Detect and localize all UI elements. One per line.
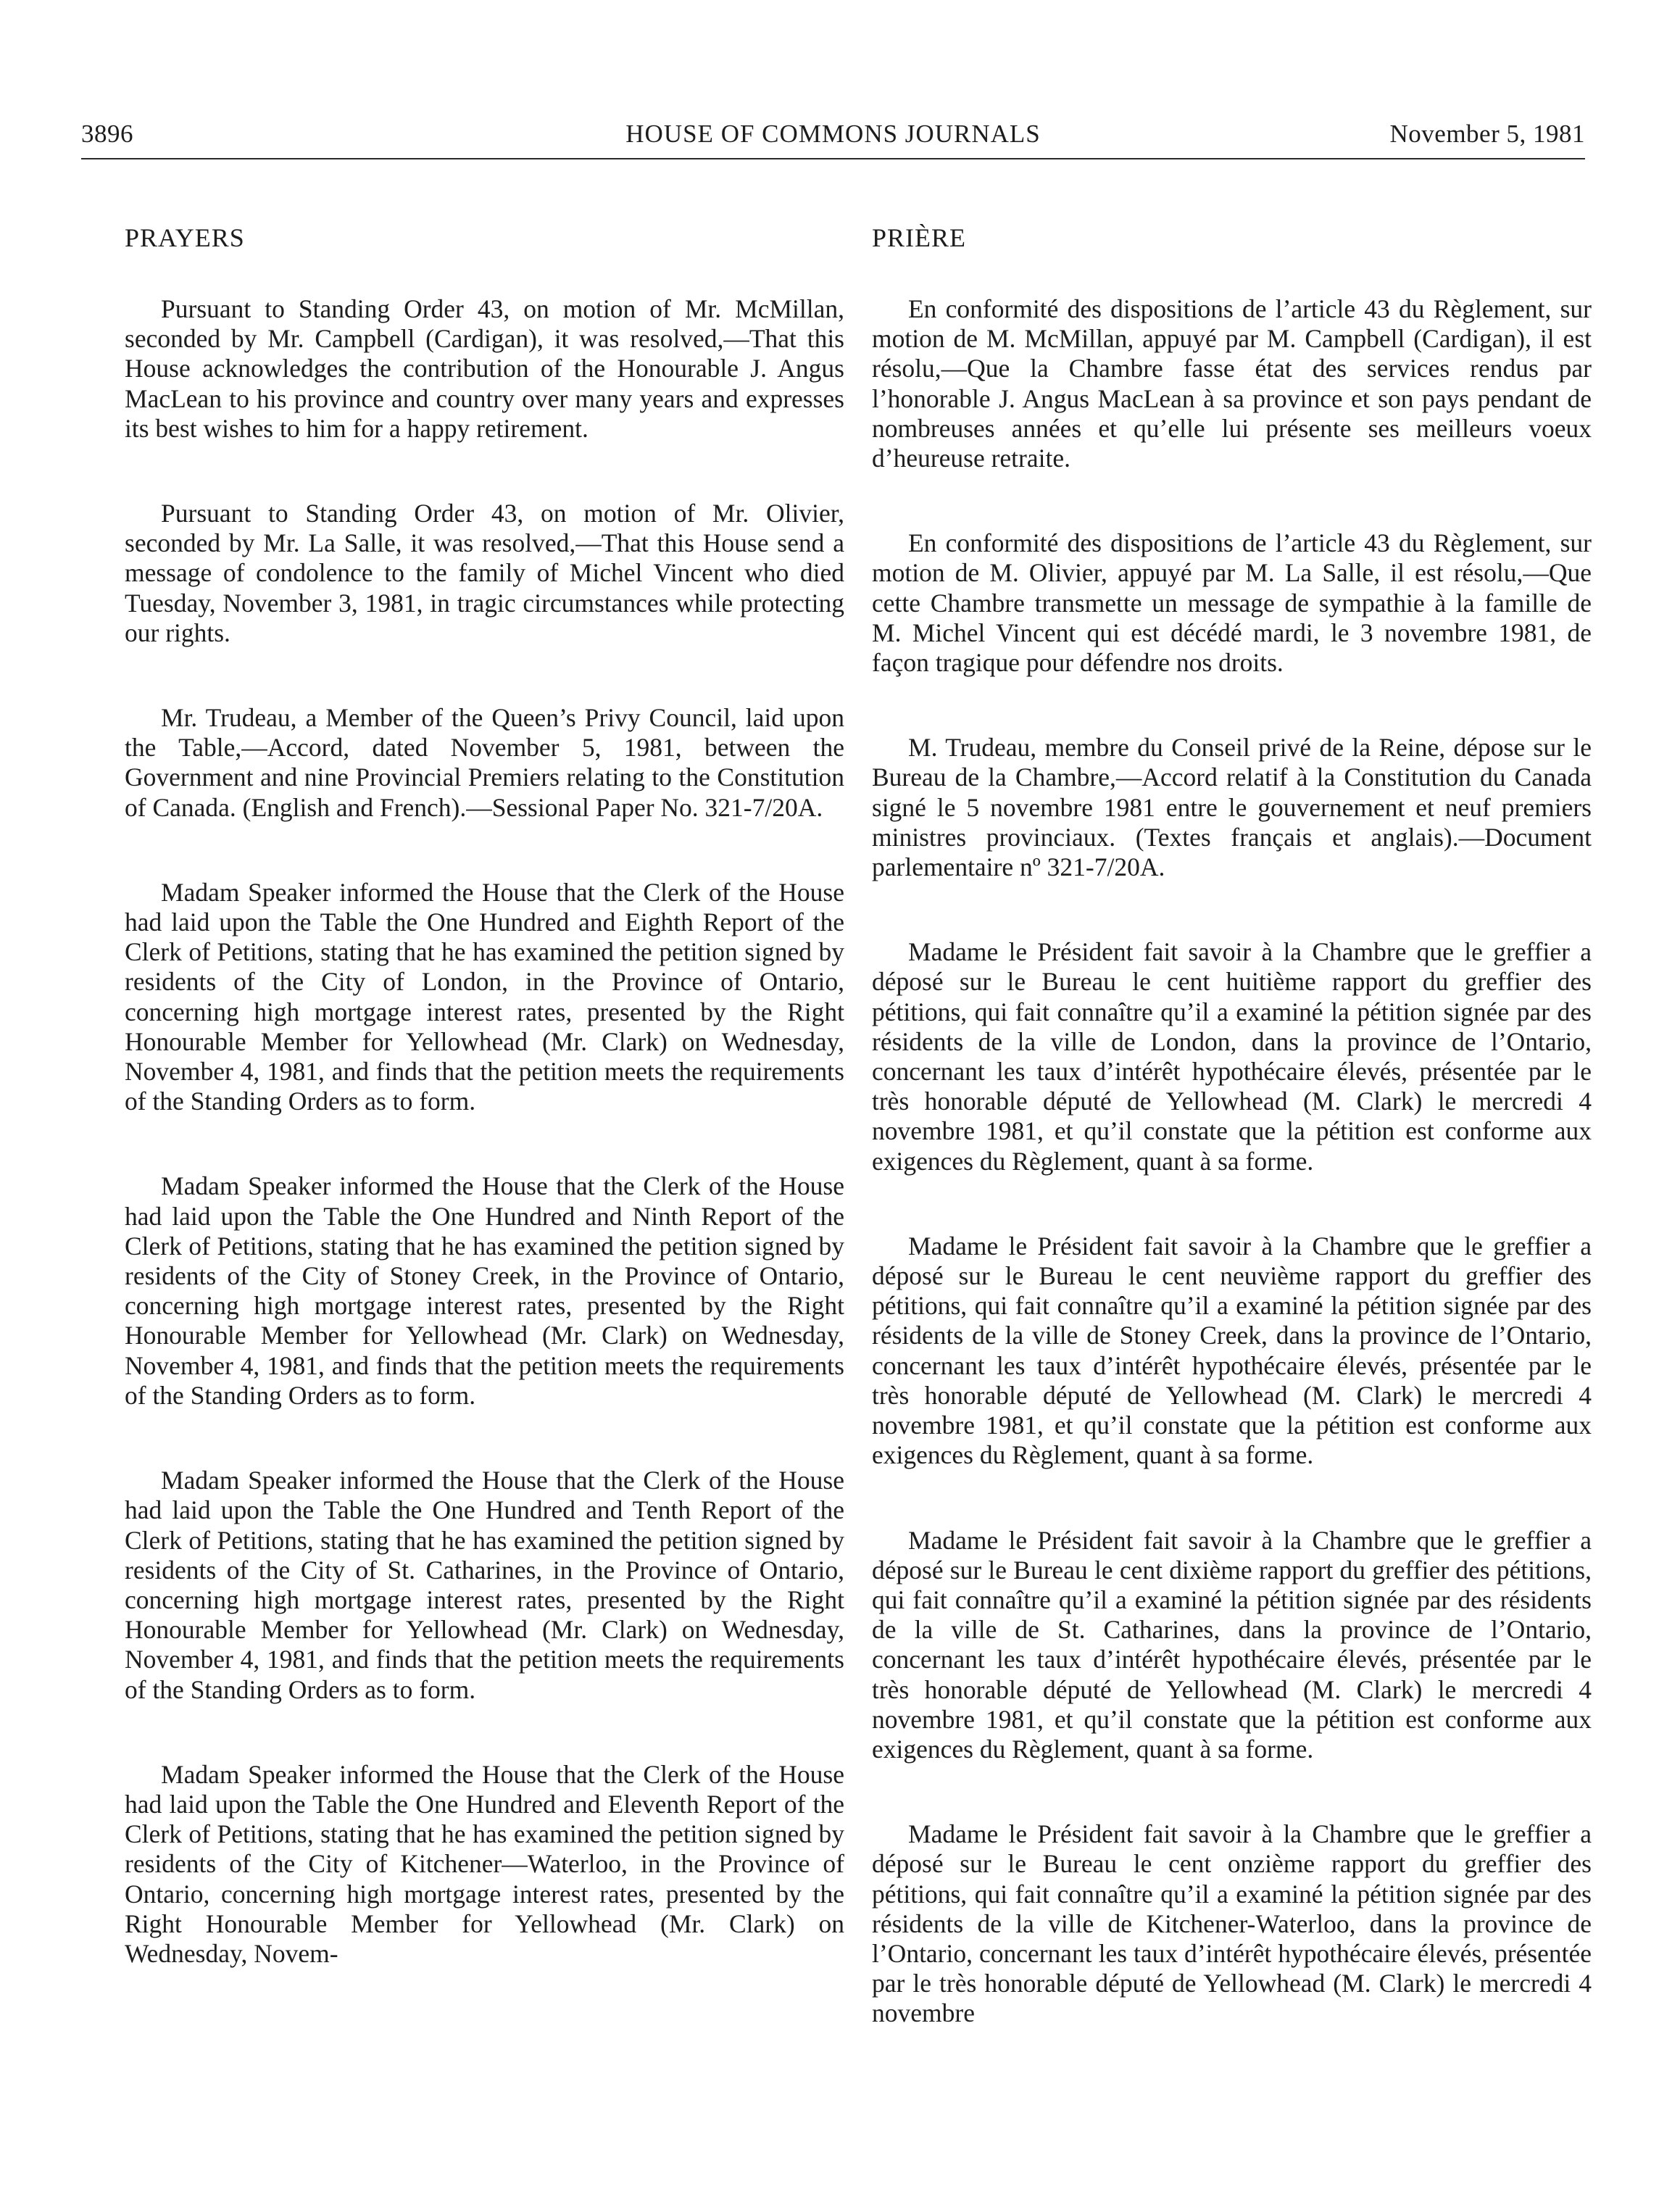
english-heading: PRAYERS — [125, 223, 245, 252]
french-paragraph: Madame le Président fait savoir à la Chambre que le greffier a déposé sur le Bureau le cent neuvième rapport du greffier des pétitions, qui fait connaître qu’il a examiné la pétition signée par des résidents de la ville de Stoney Creek, dans la province de l’Ontario, concernant les taux d’intérêt hypothécaire élevés, présentée par le très honorable député de Yellowhead (M. Clark) le mercredi 4 novembre 1981, et qu’il constate que la pétition est conforme aux exigences du Règlement, quant à sa forme. — [872, 1231, 1592, 1470]
english-paragraph: Mr. Trudeau, a Member of the Queen’s Privy Council, laid upon the Table,—Accord, dated November 5, 1981, between the Government and nine Provincial Premiers relating to the Constitution of Canada. (English and French).—Sessional Paper No. 321-7/20A. — [125, 703, 844, 822]
english-paragraph: Madam Speaker informed the House that the Clerk of the House had laid upon the Table the One Hundred and Tenth Report of the Clerk of Petitions, stating that he has examined the petition signed by residents of the City of St. Catharines, in the Province of Ontario, concerning high mortgage interest rates, presented by the Right Honourable Member for Yellowhead (Mr. Clark) on Wednesday, November 4, 1981, and finds that the petition meets the requirements of the Standing Orders as to form. — [125, 1466, 844, 1704]
journal-date: November 5, 1981 — [1389, 120, 1585, 148]
french-paragraph: M. Trudeau, membre du Conseil privé de la Reine, dépose sur le Bureau de la Chambre,—Accord relatif à la Constitution du Canada signé le 5 novembre 1981 entre le gouvernement et neuf premiers ministres provinciaux. (Textes français et anglais).—Document parlementaire nº 321-7/20A. — [872, 733, 1592, 882]
english-paragraph: Pursuant to Standing Order 43, on motion of Mr. Olivier, seconded by Mr. La Salle, it was resolved,—That this House send a message of condolence to the family of Michel Vincent who died Tuesday, November 3, 1981, in tragic circumstances while protecting our rights. — [125, 499, 844, 647]
french-heading: PRIÈRE — [872, 223, 967, 252]
header-rule — [81, 158, 1585, 159]
page-number: 3896 — [81, 120, 133, 148]
french-paragraph: Madame le Président fait savoir à la Chambre que le greffier a déposé sur le Bureau le cent onzième rapport du greffier des pétitions, qui fait connaître qu’il a examiné la pétition signée par des résidents de la ville de Kitchener-Waterloo, dans la province de l’Ontario, concernant les taux d’intérêt hypothécaire élevés, présentée par le très honorable député de Yellowhead (M. Clark) le mercredi 4 novembre — [872, 1819, 1592, 2028]
page-header — [81, 120, 1585, 156]
english-paragraph: Pursuant to Standing Order 43, on motion of Mr. McMillan, seconded by Mr. Campbell (Cardigan), it was resolved,—That this House acknowledges the contribution of the Honourable J. Angus MacLean to his province and country over many years and expresses its best wishes to him for a happy retirement. — [125, 294, 844, 443]
english-paragraph: Madam Speaker informed the House that the Clerk of the House had laid upon the Table the One Hundred and Eleventh Report of the Clerk of Petitions, stating that he has examined the petition signed by residents of the City of Kitchener—Waterloo, in the Province of Ontario, concerning high mortgage interest rates, presented by the Right Honourable Member for Yellowhead (Mr. Clark) on Wednesday, Novem- — [125, 1759, 844, 1968]
french-paragraph: Madame le Président fait savoir à la Chambre que le greffier a déposé sur le Bureau le cent dixième rapport du greffier des pétitions, qui fait connaître qu’il a examiné la pétition signée par des résidents de la ville de St. Catharines, dans la province de l’Ontario, concernant les taux d’intérêt hypothécaire élevés, présentée par le très honorable député de Yellowhead (M. Clark) le mercredi 4 novembre 1981, et qu’il constate que la pétition est conforme aux exigences du Règlement, quant à sa forme. — [872, 1525, 1592, 1764]
french-paragraph: En conformité des dispositions de l’article 43 du Règlement, sur motion de M. Olivier, appuyé par M. La Salle, il est résolu,—Que cette Chambre transmette un message de sympathie à la famille de M. Michel Vincent qui est décédé mardi, le 3 novembre 1981, de façon tragique pour défendre nos droits. — [872, 528, 1592, 678]
english-paragraph: Madam Speaker informed the House that the Clerk of the House had laid upon the Table the One Hundred and Ninth Report of the Clerk of Petitions, stating that he has examined the petition signed by residents of the City of Stoney Creek, in the Province of Ontario, concerning high mortgage interest rates, presented by the Right Honourable Member for Yellowhead (Mr. Clark) on Wednesday, November 4, 1981, and finds that the petition meets the requirements of the Standing Orders as to form. — [125, 1171, 844, 1410]
english-paragraph: Madam Speaker informed the House that the Clerk of the House had laid upon the Table the One Hundred and Eighth Report of the Clerk of Petitions, stating that he has examined the petition signed by residents of the City of London, in the Province of Ontario, concerning high mortgage interest rates, presented by the Right Honourable Member for Yellowhead (Mr. Clark) on Wednesday, November 4, 1981, and finds that the petition meets the requirements of the Standing Orders as to form. — [125, 877, 844, 1116]
french-column — [872, 223, 1592, 2084]
french-paragraph: Madame le Président fait savoir à la Chambre que le greffier a déposé sur le Bureau le cent huitième rapport du greffier des pétitions, qui fait connaître qu’il a examiné la pétition signée par des résidents de la ville de London, dans la province de l’Ontario, concernant les taux d’intérêt hypothécaire élevés, présentée par le très honorable député de Yellowhead (M. Clark) le mercredi 4 novembre 1981, et qu’il constate que la pétition est conforme aux exigences du Règlement, quant à sa forme. — [872, 937, 1592, 1176]
journal-title: HOUSE OF COMMONS JOURNALS — [625, 120, 1041, 148]
english-column — [125, 223, 844, 2024]
french-paragraph: En conformité des dispositions de l’article 43 du Règlement, sur motion de M. McMillan, appuyé par M. Campbell (Cardigan), il est résolu,—Que la Chambre fasse état des services rendus par l’honorable J. Angus MacLean à sa province et son pays pendant de nombreuses années et qu’elle lui présente ses meilleurs voeux d’heureuse retraite. — [872, 294, 1592, 473]
